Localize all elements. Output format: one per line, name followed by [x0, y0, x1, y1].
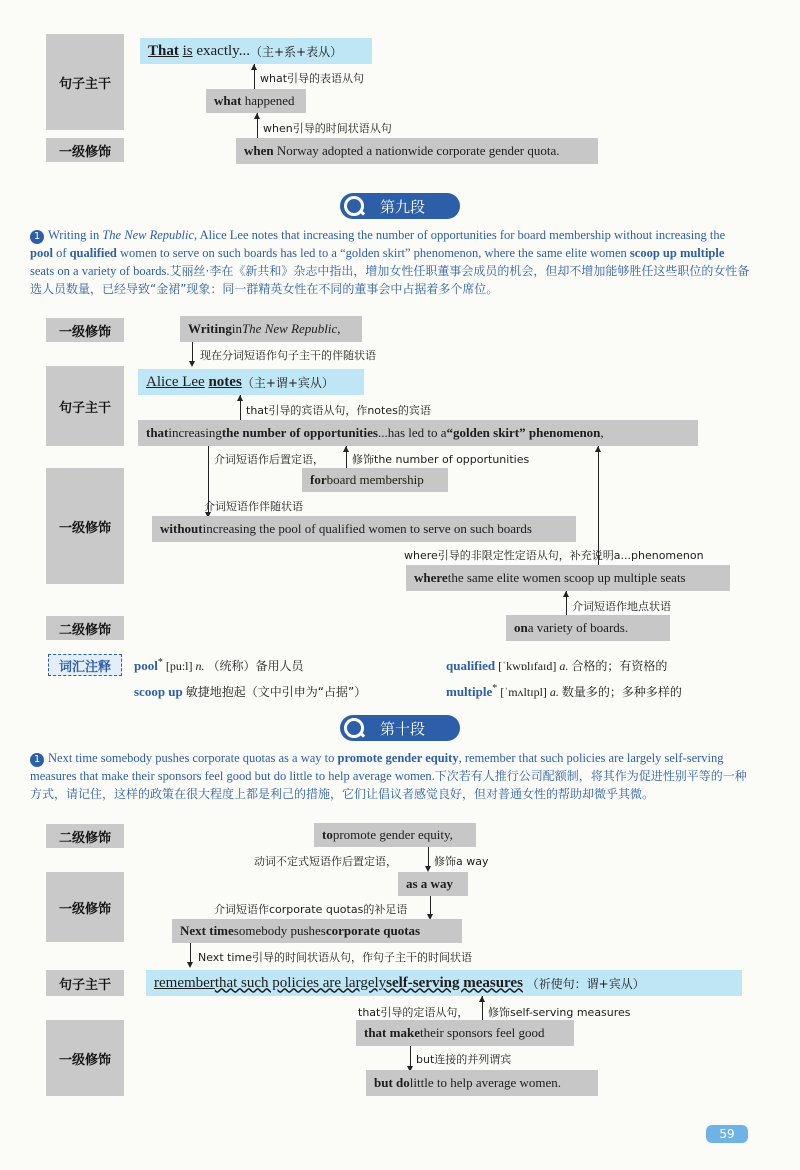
label-level2: 二级修饰	[46, 616, 124, 640]
section-title-text: 第十段	[380, 719, 426, 738]
annotation: that引导的定语从句，	[358, 1006, 469, 1019]
vocab-pool: pool* [pu:l] n. （统称）备用人员	[134, 657, 304, 673]
label-main-clause: 句子主干	[46, 366, 124, 446]
object-clause: that such policies are largely	[214, 974, 387, 991]
that-clause-box: that increasing the number of opportunities ...has led to a “golden skirt” phenomenon ,	[138, 420, 698, 446]
label-level1: 一级修饰	[46, 468, 124, 584]
structure-note: （主+谓+宾从）	[241, 375, 334, 390]
object-head: self-serving measures	[386, 974, 523, 991]
but-do-clause-box: but do little to help average women.	[366, 1070, 598, 1096]
section-title-text: 第九段	[380, 197, 426, 216]
label-level1: 一级修饰	[46, 1020, 124, 1096]
writing-phrase-box: Writing in The New Republic ,	[180, 316, 362, 342]
what-clause-box	[206, 89, 306, 113]
verb: notes	[208, 373, 242, 390]
annotation: Next time引导的时间状语从句，作句子主干的时间状语	[198, 951, 472, 964]
next-time-clause-box: Next time somebody pushes corporate quotas	[172, 919, 462, 943]
search-icon	[344, 718, 364, 738]
label-vocab: 词汇注释	[48, 654, 122, 676]
annotation: 介词短语作地点状语	[572, 600, 671, 613]
keyword: what	[214, 93, 242, 108]
clause-text: happened	[244, 93, 295, 108]
subject: That	[148, 42, 179, 59]
annotation: 介词短语作后置定语，	[214, 453, 324, 466]
subject: Alice Lee	[146, 373, 205, 390]
main-clause-box	[146, 970, 742, 996]
annotation: 动词不定式短语作后置定语，	[254, 855, 397, 868]
main-clause-box	[140, 38, 372, 64]
annotation: 介词短语作corporate quotas的补足语	[214, 903, 408, 916]
label-level1: 一级修饰	[46, 318, 124, 342]
annotation: 现在分词短语作句子主干的伴随状语	[200, 349, 376, 362]
verb: is	[182, 42, 193, 59]
label-main-clause: 句子主干	[46, 34, 124, 130]
label-level1: 一级修饰	[46, 138, 124, 162]
main-clause-box	[138, 369, 364, 395]
annotation: when引导的时间状语从句	[263, 122, 392, 135]
paragraph-10: 1 Next time somebody pushes corporate quotas as a way to promote gender equity, remember that such policies are largely self-serving measures that make their sponsors feel good but do little to help average women.下次若有人推行公司配额制，将其作为促进性别平等的一种方式，请记住，这样的政策在很大程度上都是利己的措施，它们让倡议者感觉良好，但对普通女性的帮助却微乎其微。	[30, 751, 747, 801]
to-phrase-box: to promote gender equity,	[314, 823, 476, 847]
paragraph-number: 1	[30, 753, 44, 767]
annotation: 修饰self-serving measures	[488, 1006, 631, 1019]
when-clause-box	[236, 138, 598, 164]
label-main-clause: 句子主干	[46, 970, 124, 996]
annotation: but连接的并列谓宾	[416, 1053, 512, 1066]
annotation: what引导的表语从句	[260, 72, 365, 85]
structure-note: （祈使句：谓+宾从）	[526, 976, 645, 991]
where-clause-box: where the same elite women scoop up multiple seats	[406, 565, 730, 591]
verb: remember	[154, 974, 215, 991]
vocab-scoop-up: scoop up 敏捷地抱起（文中引申为“占据”）	[134, 684, 367, 699]
keyword: when	[244, 143, 274, 158]
without-phrase-box: without increasing the pool of qualified women to serve on such boards	[152, 516, 576, 542]
vocab-multiple: multiple* [ˈmʌltɪpl] a. 数量多的；多种多样的	[446, 683, 682, 699]
page-number: 59	[706, 1125, 748, 1143]
annotation: 介词短语作伴随状语	[204, 500, 303, 513]
as-a-way-box: as a way	[398, 872, 468, 896]
vocab-qualified: qualified [ˈkwɒlɪfaɪd] a. 合格的；有资格的	[446, 658, 668, 673]
paragraph-9: 1 Writing in The New Republic, Alice Lee notes that increasing the number of opportunities for board membership without increasing the pool of qualified women to serve on such boards has led to a “golden skirt” phenomenon, where the same elite women scoop up multiple seats on a variety of boards.艾丽丝·李在《新共和》杂志中指出，增加女性任职董事会成员的机会，但却不增加能够胜任这些职位的女性备选人员数量，已经导致“金裙”现象：同一群精英女性在不同的董事会中占据着多个席位。	[30, 228, 750, 296]
that-make-clause-box: that make their sponsors feel good	[356, 1020, 574, 1046]
for-phrase-box: for board membership	[302, 468, 448, 492]
section-title-10	[340, 715, 460, 741]
label-level1: 一级修饰	[46, 872, 124, 942]
label-level2: 二级修饰	[46, 824, 124, 848]
clause-text: Norway adopted a nationwide corporate gender quota.	[276, 143, 560, 158]
paragraph-number: 1	[30, 230, 44, 244]
annotation: that引导的宾语从句，作notes的宾语	[246, 404, 431, 417]
annotation: where引导的非限定性定语从句，补充说明a...phenomenon	[404, 549, 704, 562]
complement: exactly...	[196, 42, 250, 59]
search-icon	[344, 196, 364, 216]
section-title-9	[340, 193, 460, 219]
on-phrase-box: on a variety of boards.	[506, 615, 670, 641]
annotation: 修饰a way	[434, 855, 489, 868]
annotation: 修饰the number of opportunities	[352, 453, 530, 466]
structure-note: （主+系+表从）	[249, 44, 343, 59]
